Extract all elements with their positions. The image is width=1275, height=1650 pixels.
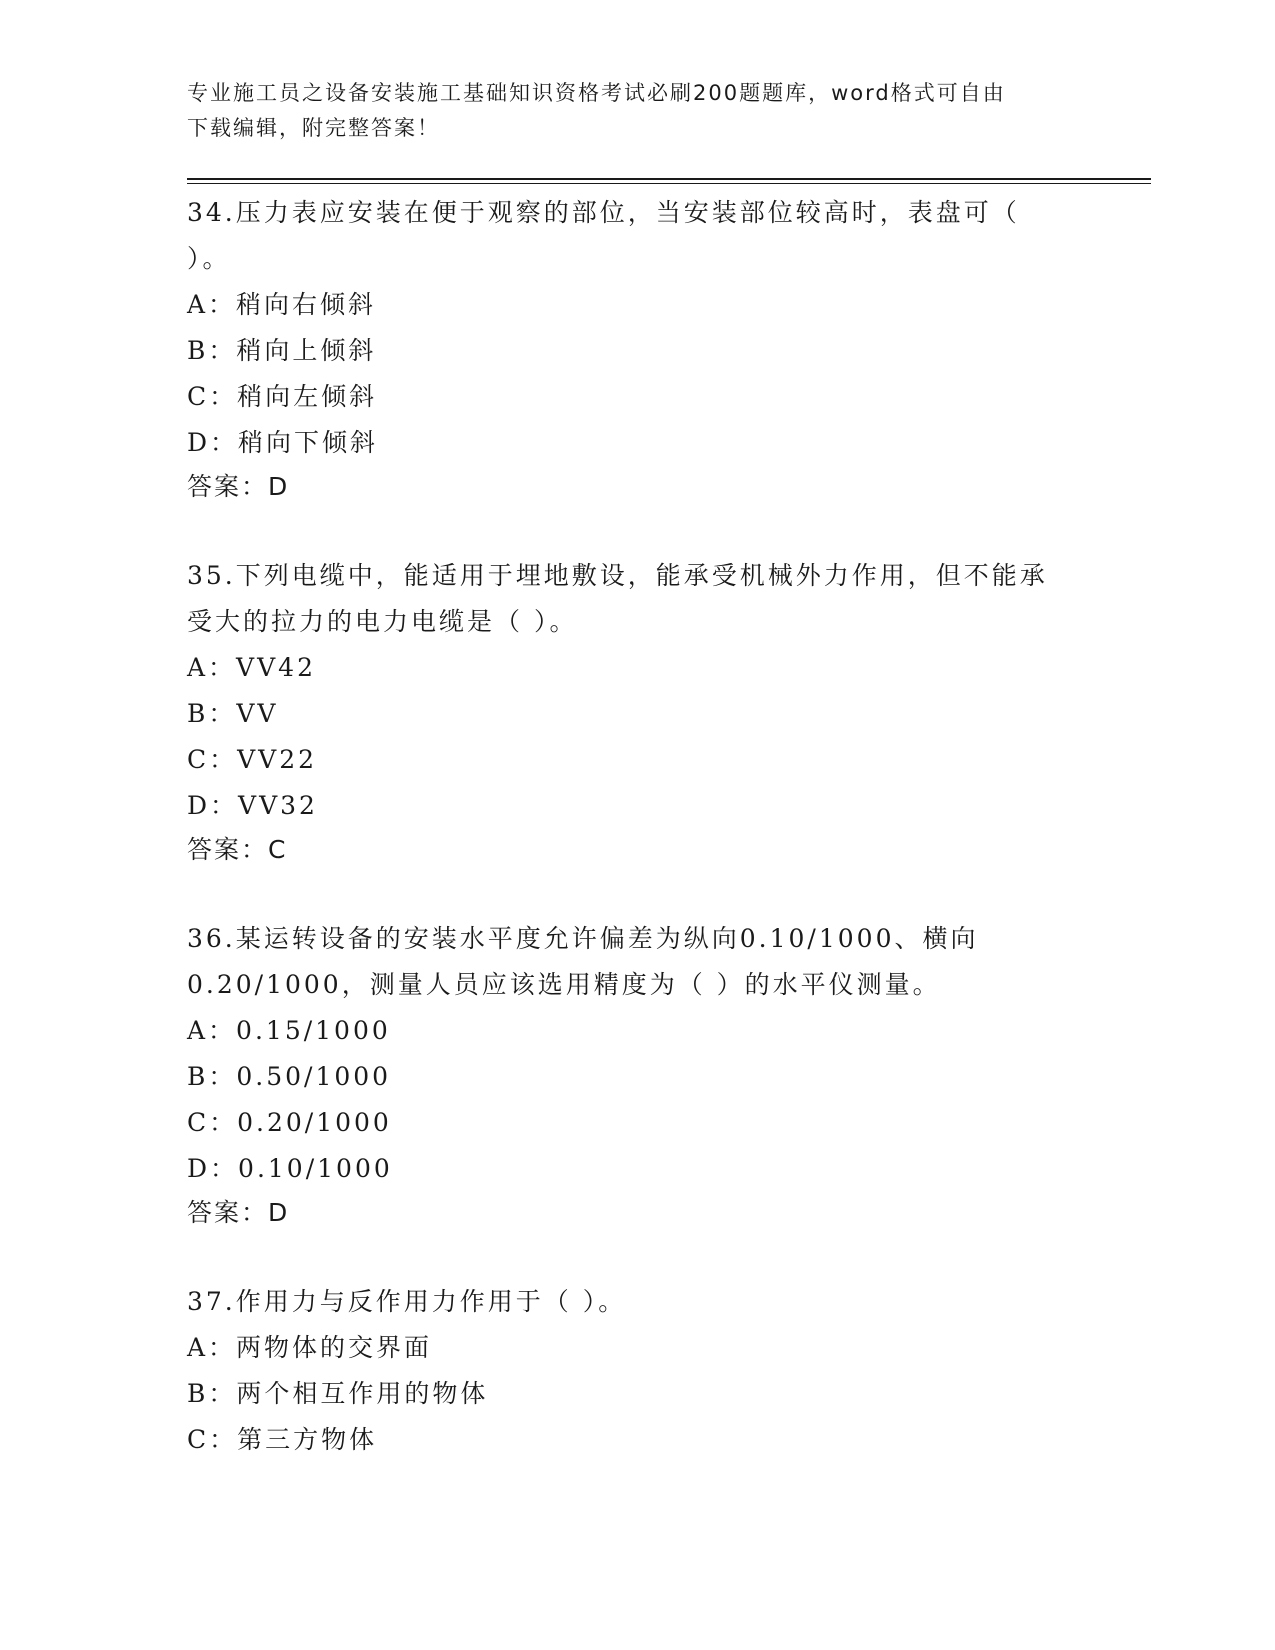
answer: 答案：D bbox=[187, 1198, 290, 1227]
option-a: A：0.15/1000 bbox=[187, 1016, 391, 1045]
question-text-line: 0.20/1000，测量人员应该选用精度为（ ）的水平仪测量。 bbox=[187, 970, 941, 999]
question-text-line: 34.压力表应安装在便于观察的部位，当安装部位较高时，表盘可（ bbox=[187, 198, 1020, 227]
question-34 bbox=[187, 190, 1087, 510]
option-c: C：0.20/1000 bbox=[187, 1108, 392, 1137]
option-c: C：第三方物体 bbox=[187, 1425, 378, 1454]
document-header bbox=[187, 76, 1067, 146]
option-d: D：0.10/1000 bbox=[187, 1154, 393, 1183]
option-d: D：稍向下倾斜 bbox=[187, 428, 379, 457]
answer: 答案：D bbox=[187, 472, 290, 501]
question-text bbox=[187, 916, 1087, 1008]
question-text-line: 36.某运转设备的安装水平度允许偏差为纵向0.10/1000、横向 bbox=[187, 924, 979, 953]
option-a: A：稍向右倾斜 bbox=[187, 290, 377, 319]
header-divider bbox=[187, 178, 1151, 184]
header-line-1: 专业施工员之设备安装施工基础知识资格考试必刷200题题库，word格式可自由 bbox=[187, 81, 1006, 105]
option-b: B：两个相互作用的物体 bbox=[187, 1379, 489, 1408]
option-c: C：VV22 bbox=[187, 745, 318, 774]
question-list bbox=[187, 190, 1087, 1506]
option-b: B：0.50/1000 bbox=[187, 1062, 392, 1091]
answer: 答案：C bbox=[187, 835, 288, 864]
question-37 bbox=[187, 1279, 1087, 1463]
question-text bbox=[187, 190, 1087, 282]
question-text-line: ）。 bbox=[187, 244, 231, 273]
question-text-line: 35.下列电缆中，能适用于埋地敷设，能承受机械外力作用，但不能承 bbox=[187, 561, 1048, 590]
option-a: A：两物体的交界面 bbox=[187, 1333, 433, 1362]
question-text-line: 受大的拉力的电力电缆是（ ）。 bbox=[187, 607, 578, 636]
question-text bbox=[187, 1279, 1087, 1325]
question-text-line: 37.作用力与反作用力作用于（ ）。 bbox=[187, 1287, 627, 1316]
question-35 bbox=[187, 553, 1087, 873]
option-a: A：VV42 bbox=[187, 653, 316, 682]
header-line-2: 下载编辑，附完整答案！ bbox=[187, 116, 440, 140]
question-36 bbox=[187, 916, 1087, 1236]
option-b: B：稍向上倾斜 bbox=[187, 336, 377, 365]
question-text bbox=[187, 553, 1087, 645]
option-b: B：VV bbox=[187, 699, 279, 728]
option-c: C：稍向左倾斜 bbox=[187, 382, 378, 411]
option-d: D：VV32 bbox=[187, 791, 318, 820]
